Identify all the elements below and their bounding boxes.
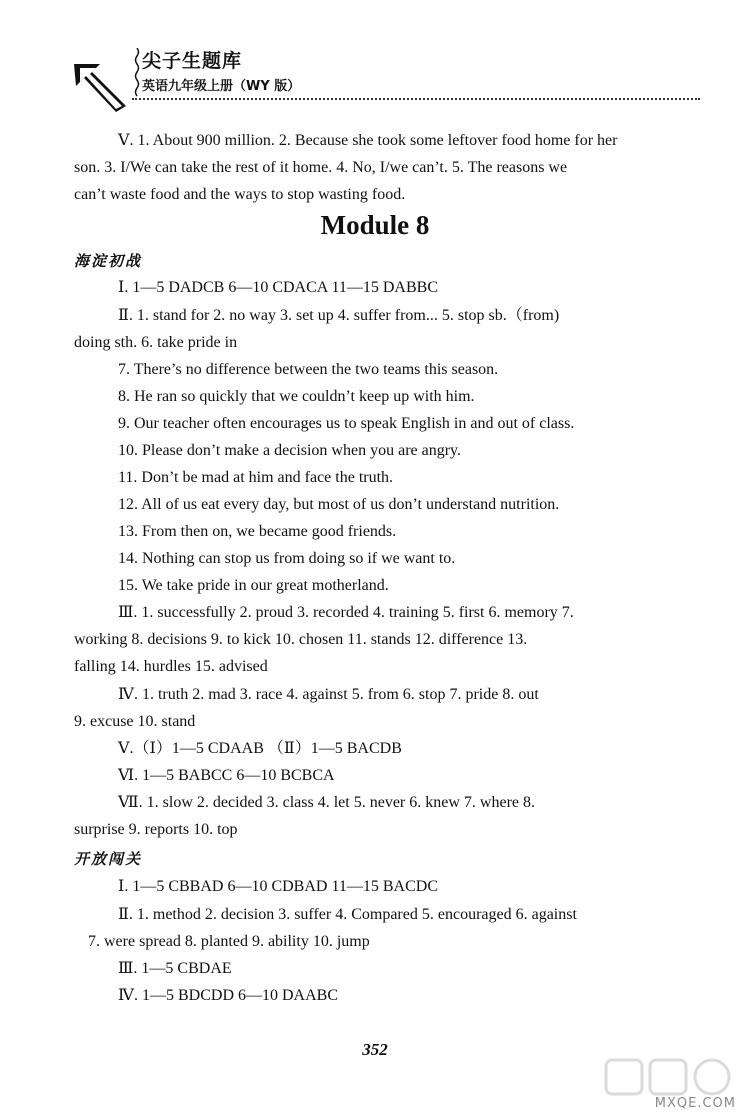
- answer-line: Ⅳ. 1. truth 2. mad 3. race 4. against 5. from 6. stop 7. pride 8. out: [118, 686, 539, 703]
- answer-line: 9. excuse 10. stand: [74, 713, 196, 730]
- answer-line: Ⅲ. 1—5 CBDAE: [118, 960, 232, 977]
- answer-line: working 8. decisions 9. to kick 10. chosen 11. stands 12. difference 13.: [74, 631, 528, 648]
- header-divider: [132, 98, 700, 100]
- answer-line: Ⅰ. 1—5 DADCB 6—10 CDACA 11—15 DABBC: [118, 279, 438, 296]
- answer-line: 12. All of us eat every day, but most of us don’t understand nutrition.: [118, 496, 560, 513]
- answer-line: Ⅴ.（Ⅰ）1—5 CDAAB （Ⅱ）1—5 BACDB: [118, 740, 402, 757]
- answer-line: Ⅰ. 1—5 CBBAD 6—10 CDBAD 11—15 BACDC: [118, 878, 438, 895]
- book-subtitle: 英语九年级上册（WY 版）: [142, 79, 301, 94]
- section-heading: 海淀初战: [74, 252, 143, 270]
- answer-line: Ⅲ. 1. successfully 2. proud 3. recorded 4. training 5. first 6. memory 7.: [118, 604, 574, 621]
- answer-line: Ⅴ. 1. About 900 million. 2. Because she took some leftover food home for her: [118, 132, 618, 149]
- answer-line: 11. Don’t be mad at him and face the truth.: [118, 469, 394, 486]
- decorative-wave-icon: [134, 48, 140, 98]
- answer-line: son. 3. I/We can take the rest of it home. 4. No, I/we can’t. 5. The reasons we: [74, 159, 568, 176]
- answer-line: Ⅱ. 1. stand for 2. no way 3. set up 4. suffer from... 5. stop sb.（from): [118, 307, 560, 324]
- answer-line: Ⅱ. 1. method 2. decision 3. suffer 4. Compared 5. encouraged 6. against: [118, 906, 577, 923]
- answer-line: surprise 9. reports 10. top: [74, 821, 238, 838]
- answer-line: 14. Nothing can stop us from doing so if we want to.: [118, 550, 456, 567]
- answer-line: can’t waste food and the ways to stop wasting food.: [74, 186, 406, 203]
- answer-line: Ⅳ. 1—5 BDCDD 6—10 DAABC: [118, 987, 338, 1004]
- answer-line: 15. We take pride in our great motherland.: [118, 577, 389, 594]
- answer-line: 10. Please don’t make a decision when you are angry.: [118, 442, 462, 459]
- answer-line: doing sth. 6. take pride in: [74, 334, 238, 351]
- answer-line: Ⅶ. 1. slow 2. decided 3. class 4. let 5. never 6. knew 7. where 8.: [118, 794, 535, 811]
- answer-line: 7. There’s no difference between the two teams this season.: [118, 361, 499, 378]
- watermark-text: MXQE.COM: [654, 1096, 736, 1111]
- answer-line: 7. were spread 8. planted 9. ability 10. jump: [88, 933, 370, 950]
- module-title: Module 8: [320, 210, 430, 240]
- section-heading: 开放闯关: [74, 850, 143, 868]
- answer-line: 8. He ran so quickly that we couldn’t keep up with him.: [118, 388, 475, 405]
- answer-line: 9. Our teacher often encourages us to speak English in and out of class.: [118, 415, 575, 432]
- page-number: 352: [362, 1040, 388, 1059]
- book-title: 尖子生题库: [142, 50, 243, 72]
- arrow-logo-icon: [70, 42, 130, 112]
- answer-line: falling 14. hurdles 15. advised: [74, 658, 268, 675]
- answer-line: 13. From then on, we became good friends.: [118, 523, 397, 540]
- page-header: [70, 42, 700, 112]
- answer-line: Ⅵ. 1—5 BABCC 6—10 BCBCA: [118, 767, 335, 784]
